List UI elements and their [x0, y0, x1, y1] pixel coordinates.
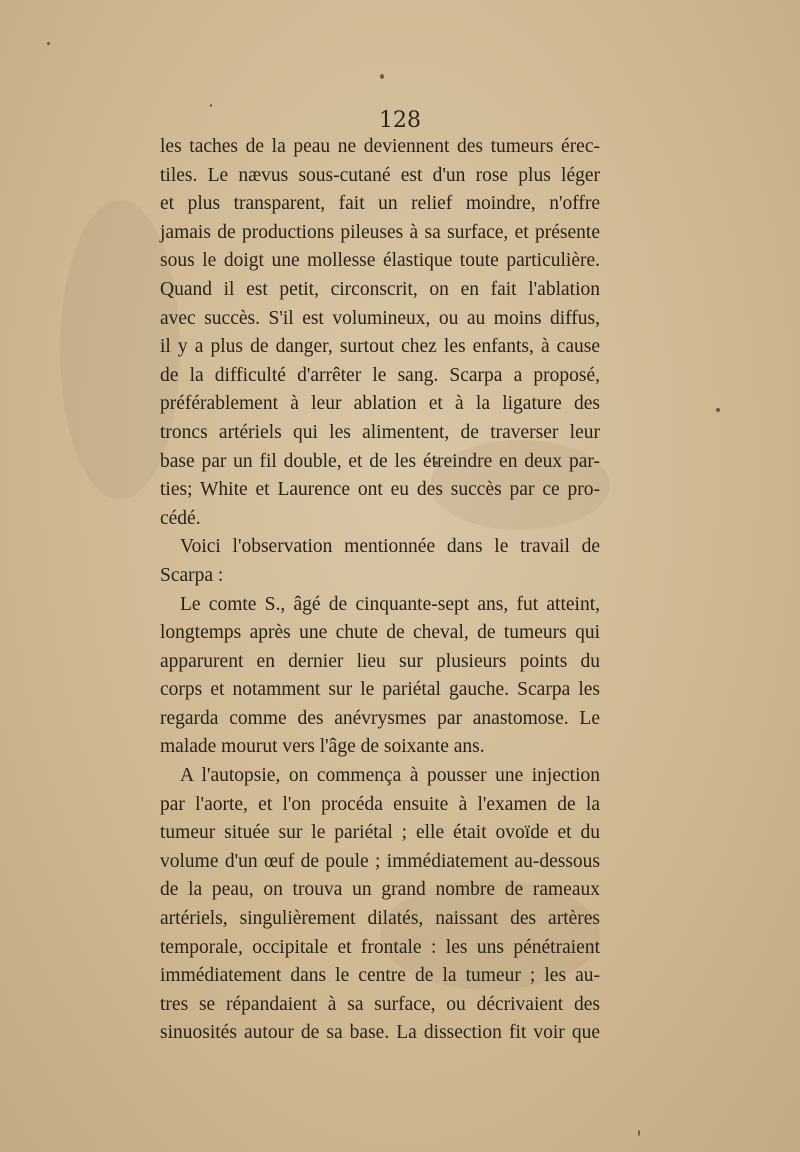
paper-speck: [210, 104, 212, 107]
body-text: [160, 133, 600, 1048]
text-line: Scarpa :: [160, 564, 224, 586]
text-line: base par un fil double, et de les étreindre en deux par-: [160, 450, 600, 472]
text-line: et plus transparent, fait un relief moindre, n'offre: [160, 193, 600, 215]
text-line: longtemps après une chute de cheval, de tumeurs qui: [160, 622, 600, 644]
text-line: avec succès. S'il est volumineux, ou au moins diffus,: [160, 307, 600, 329]
text-line: Le comte S., âgé de cinquante-sept ans, fut atteint,: [180, 593, 600, 615]
text-line: artériels, singulièrement dilatés, naissant des artères: [160, 908, 600, 930]
text-line: volume d'un œuf de poule ; immédiatement au-dessous: [160, 850, 600, 872]
text-line: de la peau, on trouva un grand nombre de rameaux: [160, 879, 600, 901]
page-number: 128: [379, 108, 421, 133]
text-line: regarda comme des anévrysmes par anastomose. Le: [160, 707, 600, 729]
text-line: les taches de la peau ne deviennent des tumeurs érec-: [160, 136, 600, 157]
text-line: de la difficulté d'arrêter le sang. Scarpa a proposé,: [160, 364, 600, 386]
text-line: Quand il est petit, circonscrit, on en fait l'ablation: [160, 278, 600, 300]
text-line: A l'autopsie, on commença à pousser une injection: [180, 765, 600, 787]
text-line: immédiatement dans le centre de la tumeur ; les au-: [160, 965, 600, 987]
text-line: troncs artériels qui les alimentent, de traverser leur: [160, 421, 600, 443]
text-line: par l'aorte, et l'on procéda ensuite à l'examen de la: [160, 793, 600, 815]
text-line: ties; White et Laurence ont eu des succès par ce pro-: [160, 479, 600, 501]
paper-speck: [380, 74, 384, 79]
text-line: préférablement à leur ablation et à la ligature des: [160, 393, 600, 415]
text-line: Voici l'observation mentionnée dans le travail de: [180, 536, 600, 558]
text-line: jamais de productions pileuses à sa surface, et présente: [160, 221, 600, 243]
text-line: cédé.: [160, 507, 201, 529]
text-line: corps et notamment sur le pariétal gauche. Scarpa les: [160, 679, 600, 701]
text-line: apparurent en dernier lieu sur plusieurs points du: [160, 650, 600, 672]
paper-speck: [47, 42, 50, 45]
paper-speck: [638, 1130, 640, 1136]
text-line: temporale, occipitale et frontale : les uns pénétraient: [160, 936, 600, 958]
text-line: malade mourut vers l'âge de soixante ans.: [160, 736, 485, 758]
text-line: sous le doigt une mollesse élastique toute particulière.: [160, 250, 600, 272]
text-line: sinuosités autour de sa base. La dissection fit voir que: [160, 1022, 600, 1044]
paper-speck: [716, 408, 720, 412]
text-line: il y a plus de danger, surtout chez les enfants, à cause: [160, 336, 600, 358]
text-line: tres se répandaient à sa surface, ou décrivaient des: [160, 993, 600, 1015]
text-line: tiles. Le nævus sous-cutané est d'un rose plus léger: [160, 164, 600, 186]
text-line: tumeur située sur le pariétal ; elle était ovoïde et du: [160, 822, 600, 844]
